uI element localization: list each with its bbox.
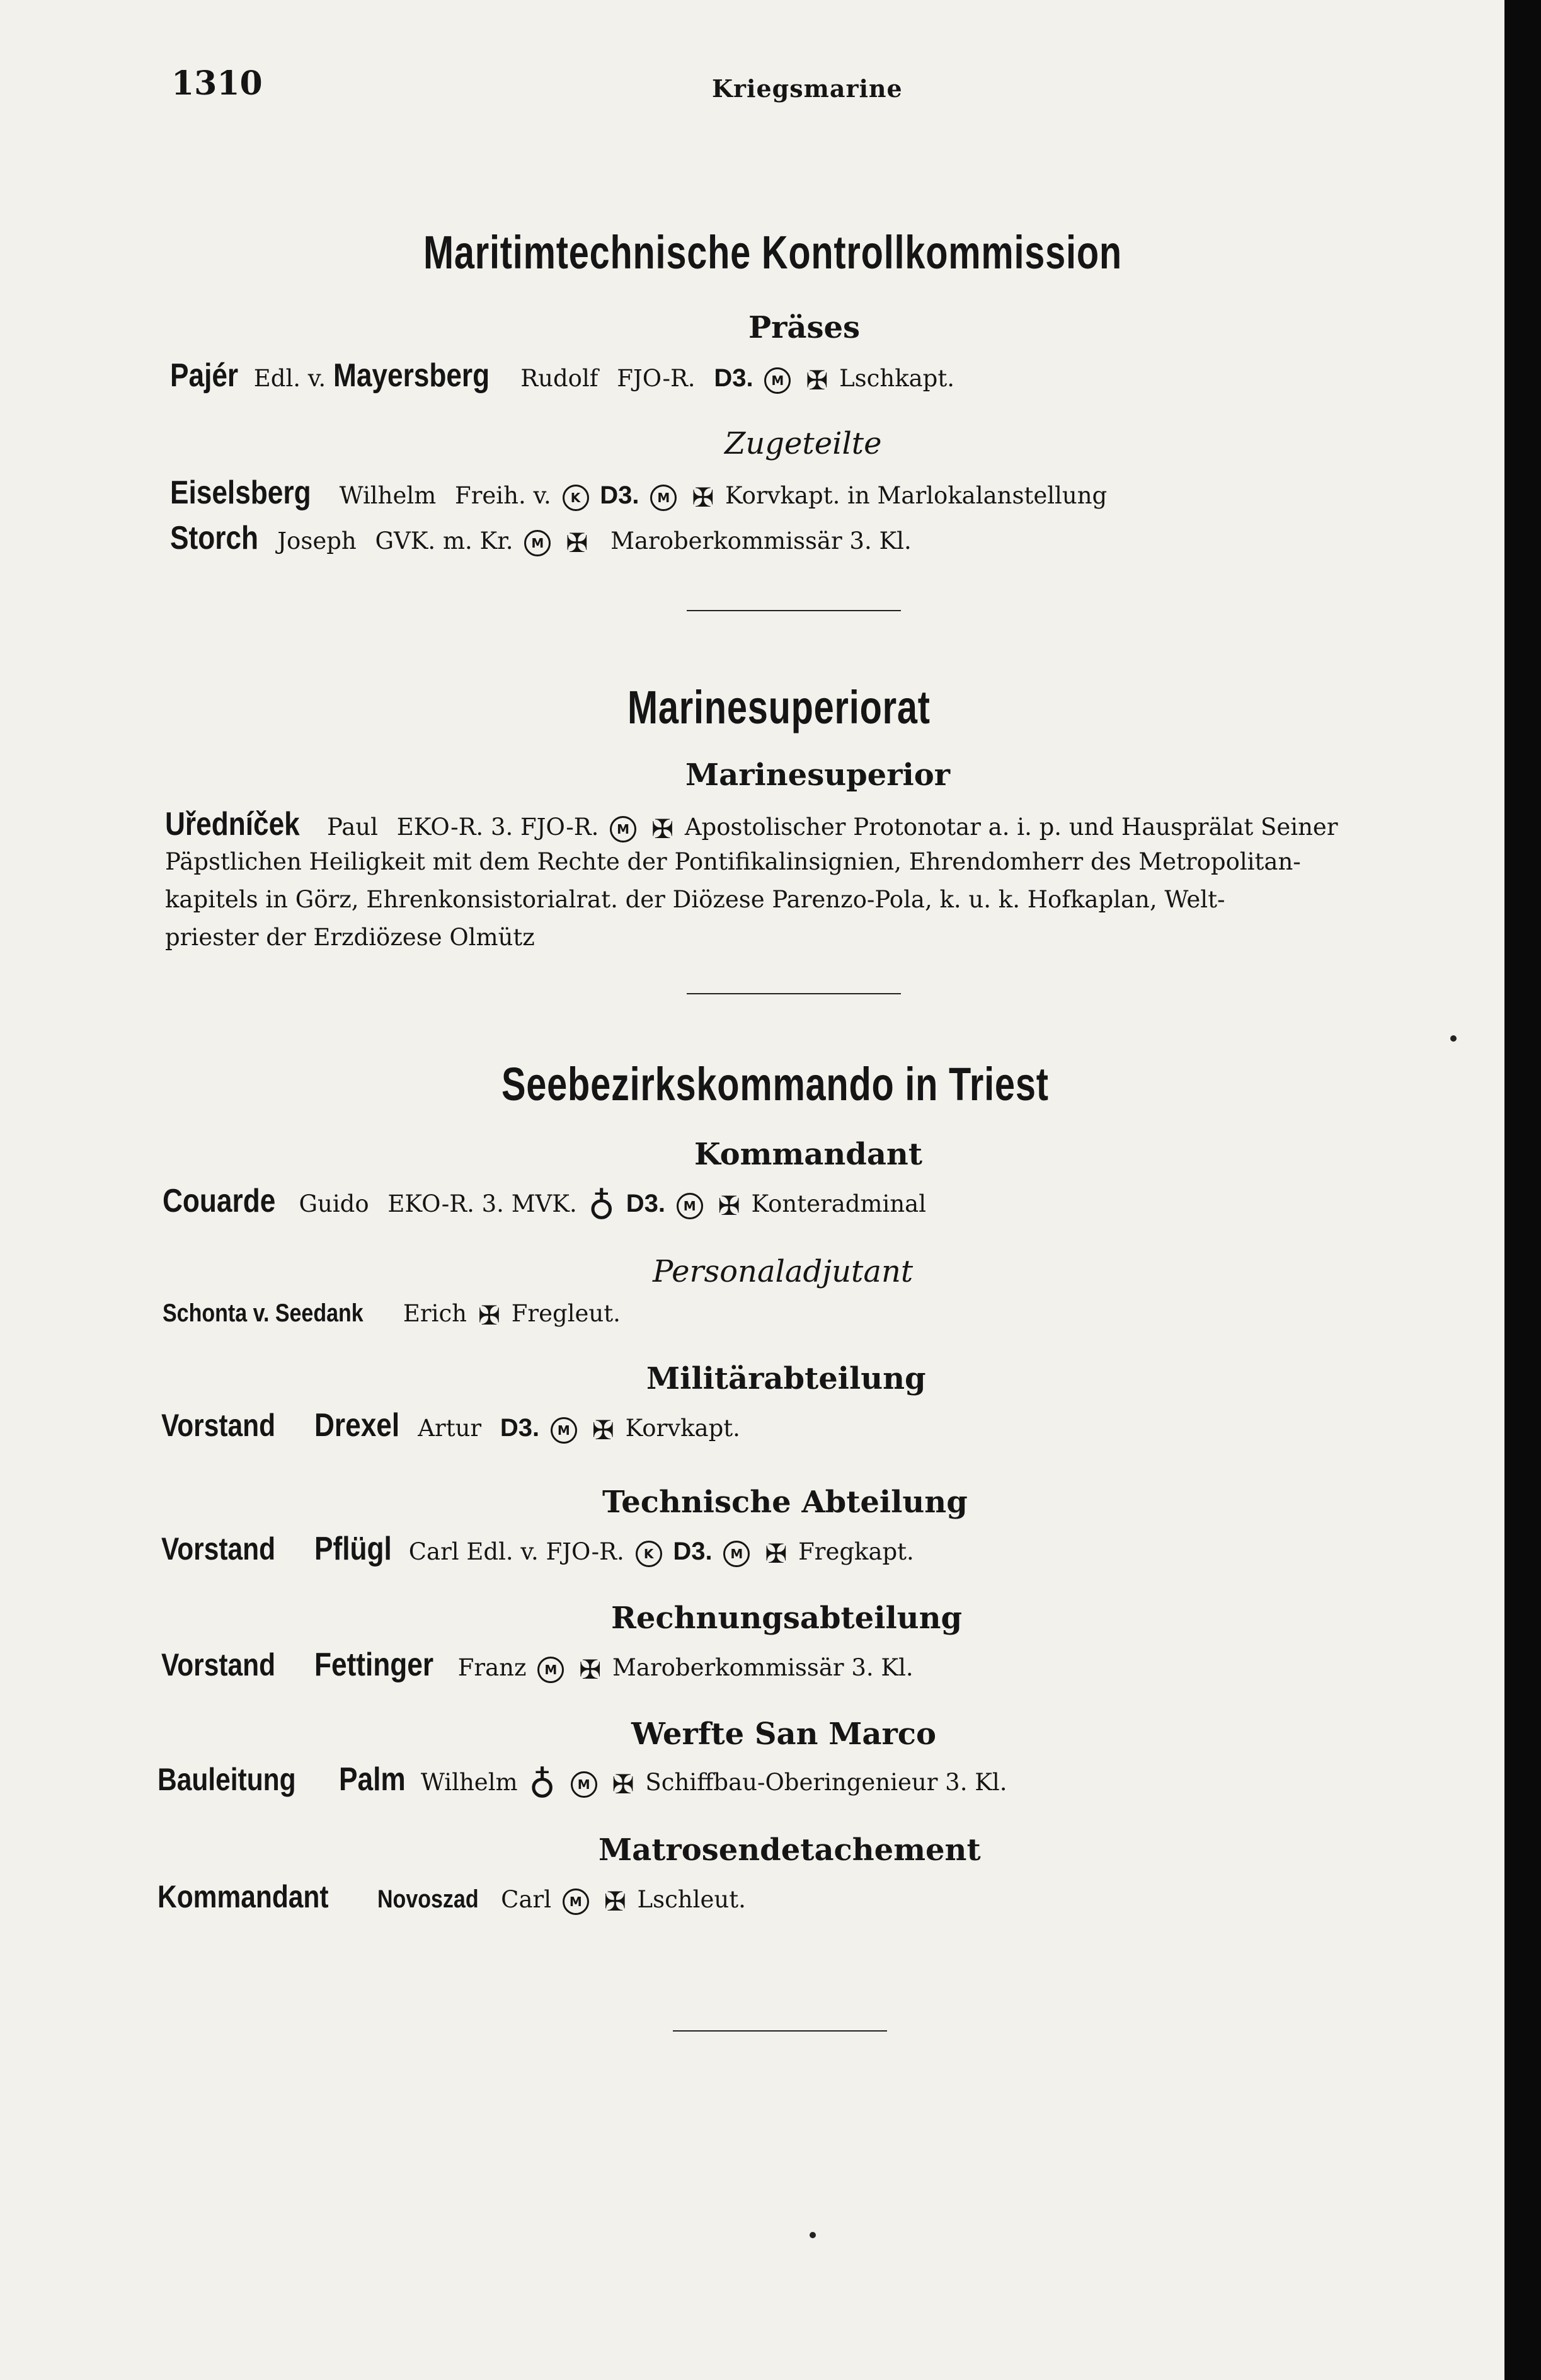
d3-decoration: D3. xyxy=(714,364,753,392)
rank: Lschleut. xyxy=(637,1886,746,1913)
section-divider xyxy=(687,993,901,994)
position-label: Vorstand xyxy=(161,1408,276,1443)
title-extra: Freih. v. xyxy=(455,482,551,509)
m-medal-icon: M xyxy=(677,1193,703,1219)
position-label: Vorstand xyxy=(161,1647,276,1682)
m-medal-icon: M xyxy=(610,816,636,842)
given-name: Paul xyxy=(326,813,378,841)
given-name: Artur xyxy=(418,1415,482,1442)
given-name: Carl xyxy=(408,1538,459,1565)
given-name: Erich xyxy=(403,1300,467,1327)
honours: FJO-R. xyxy=(617,365,696,392)
given-name: Rudolf xyxy=(520,365,599,392)
m-medal-icon: M xyxy=(563,1888,589,1915)
cross-icon: ✠ xyxy=(806,364,828,396)
honours: FJO-R. xyxy=(546,1538,624,1565)
scan-edge xyxy=(1504,0,1541,2380)
speck xyxy=(810,2232,816,2238)
unit-technische-abteilung: Technische Abteilung xyxy=(602,1485,968,1520)
m-medal-icon: M xyxy=(723,1541,750,1567)
cross-icon: ✠ xyxy=(765,1538,788,1569)
page-number: 1310 xyxy=(171,64,263,103)
ring-order-icon: ♁ xyxy=(529,1762,556,1806)
section-title-kontrollkommission: Maritimtechnische Kontrollkommission xyxy=(423,226,1122,279)
d3-decoration: D3. xyxy=(500,1414,540,1442)
entry-pfluegl xyxy=(161,1531,914,1569)
surname: Novoszad xyxy=(377,1885,479,1913)
k-medal-icon: K xyxy=(636,1541,662,1567)
cross-icon: ✠ xyxy=(566,527,588,558)
entry-urednicek xyxy=(165,806,1338,844)
d3-decoration: D3. xyxy=(626,1190,665,1217)
unit-militaerabteilung: Militärabteilung xyxy=(646,1361,926,1396)
given-name: Franz xyxy=(457,1654,527,1681)
given-name: Joseph xyxy=(277,527,357,555)
surname: Schonta v. Seedank xyxy=(163,1299,364,1327)
cross-icon: ✠ xyxy=(651,813,674,844)
given-name: Carl xyxy=(501,1886,552,1913)
entry-couarde xyxy=(163,1183,927,1227)
given-name: Guido xyxy=(299,1190,369,1217)
honours: EKO-R. 3. MVK. xyxy=(387,1190,577,1217)
rank: Korvkapt. xyxy=(625,1415,740,1442)
rank: Lschkapt. xyxy=(839,365,954,392)
surname: Uředníček xyxy=(165,806,300,842)
end-divider xyxy=(673,2030,887,2032)
honours: EKO-R. 3. FJO-R. xyxy=(396,813,599,841)
entry-fettinger xyxy=(161,1647,914,1685)
surname: Drexel xyxy=(314,1407,399,1444)
honours: GVK. m. Kr. xyxy=(375,527,513,555)
entry-storch xyxy=(170,520,912,558)
speck xyxy=(1450,1035,1457,1042)
given-name: Wilhelm xyxy=(420,1769,518,1796)
rank: Maroberkommissär 3. Kl. xyxy=(610,527,912,555)
k-medal-icon: K xyxy=(563,485,589,511)
surname: Fettinger xyxy=(314,1647,433,1683)
surname-2: Mayersberg xyxy=(333,357,490,394)
role-marinesuperior: Marinesuperior xyxy=(685,757,951,793)
ring-order-icon: ♁ xyxy=(588,1184,615,1227)
unit-rechnungsabteilung: Rechnungsabteilung xyxy=(611,1601,963,1636)
entry-palm xyxy=(158,1761,1007,1806)
section-title-seebezirkskommando: Seebezirkskommando in Triest xyxy=(501,1058,1049,1110)
rank: Fregleut. xyxy=(511,1300,621,1327)
cross-icon: ✠ xyxy=(692,481,714,513)
unit-matrosendetachement: Matrosendetachement xyxy=(599,1832,981,1868)
rank: Korvkapt. in Marlokalanstellung xyxy=(725,482,1108,509)
surname: Eiselsberg xyxy=(170,474,311,511)
entry-schonta xyxy=(163,1298,621,1331)
m-medal-icon: M xyxy=(764,367,791,394)
name-prefix: Edl. v. xyxy=(253,365,326,392)
cross-icon: ✠ xyxy=(579,1653,602,1685)
surname: Pajér xyxy=(170,357,239,394)
description-line-2: Päpstlichen Heiligkeit mit dem Rechte der Pontifikalinsignien, Ehrendomherr des Metropolitan- xyxy=(165,848,1301,875)
surname: Pflügl xyxy=(314,1531,392,1567)
description-line-4: priester der Erzdiözese Olmütz xyxy=(165,924,535,951)
role-praeses: Präses xyxy=(748,310,861,345)
cross-icon: ✠ xyxy=(478,1299,500,1331)
rank: Fregkapt. xyxy=(798,1538,914,1565)
position-label: Bauleitung xyxy=(158,1762,296,1797)
role-kommandant: Kommandant xyxy=(694,1137,922,1172)
description-line-3: kapitels in Görz, Ehrenkonsistorialrat. der Diözese Parenzo-Pola, k. u. k. Hofkaplan, Welt- xyxy=(165,886,1225,913)
rank: Konteradminal xyxy=(751,1190,927,1217)
surname: Storch xyxy=(170,520,258,556)
position-label: Kommandant xyxy=(158,1879,329,1914)
section-divider xyxy=(687,610,901,611)
surname: Palm xyxy=(339,1761,406,1798)
m-medal-icon: M xyxy=(571,1771,597,1798)
cross-icon: ✠ xyxy=(718,1190,740,1221)
position-label: Vorstand xyxy=(161,1531,276,1567)
unit-werfte-san-marco: Werfte San Marco xyxy=(631,1716,937,1752)
section-title-marinesuperiorat: Marinesuperiorat xyxy=(627,681,931,733)
rank: Schiffbau-Oberingenieur 3. Kl. xyxy=(645,1769,1007,1796)
m-medal-icon: M xyxy=(537,1657,564,1683)
given-name: Wilhelm xyxy=(339,482,437,509)
entry-drexel xyxy=(161,1407,740,1446)
cross-icon: ✠ xyxy=(592,1414,614,1446)
entry-pajer xyxy=(170,357,954,396)
cross-icon: ✠ xyxy=(612,1768,634,1800)
d3-decoration: D3. xyxy=(673,1538,713,1565)
entry-novoszad xyxy=(158,1879,746,1917)
m-medal-icon: M xyxy=(551,1417,577,1444)
role-personaladjutant: Personaladjutant xyxy=(653,1254,914,1289)
d3-decoration: D3. xyxy=(600,481,639,509)
entry-eiselsberg xyxy=(170,474,1108,513)
m-medal-icon: M xyxy=(650,485,677,511)
running-title: Kriegsmarine xyxy=(712,74,903,103)
surname: Couarde xyxy=(163,1183,276,1219)
m-medal-icon: M xyxy=(524,530,551,556)
role-zugeteilte: Zugeteilte xyxy=(725,426,882,461)
cross-icon: ✠ xyxy=(604,1885,626,1917)
rank: Maroberkommissär 3. Kl. xyxy=(612,1654,914,1681)
name-prefix: Edl. v. xyxy=(466,1538,539,1565)
description-line-1: Apostolischer Protonotar a. i. p. und Hausprälat Seiner xyxy=(684,813,1338,841)
